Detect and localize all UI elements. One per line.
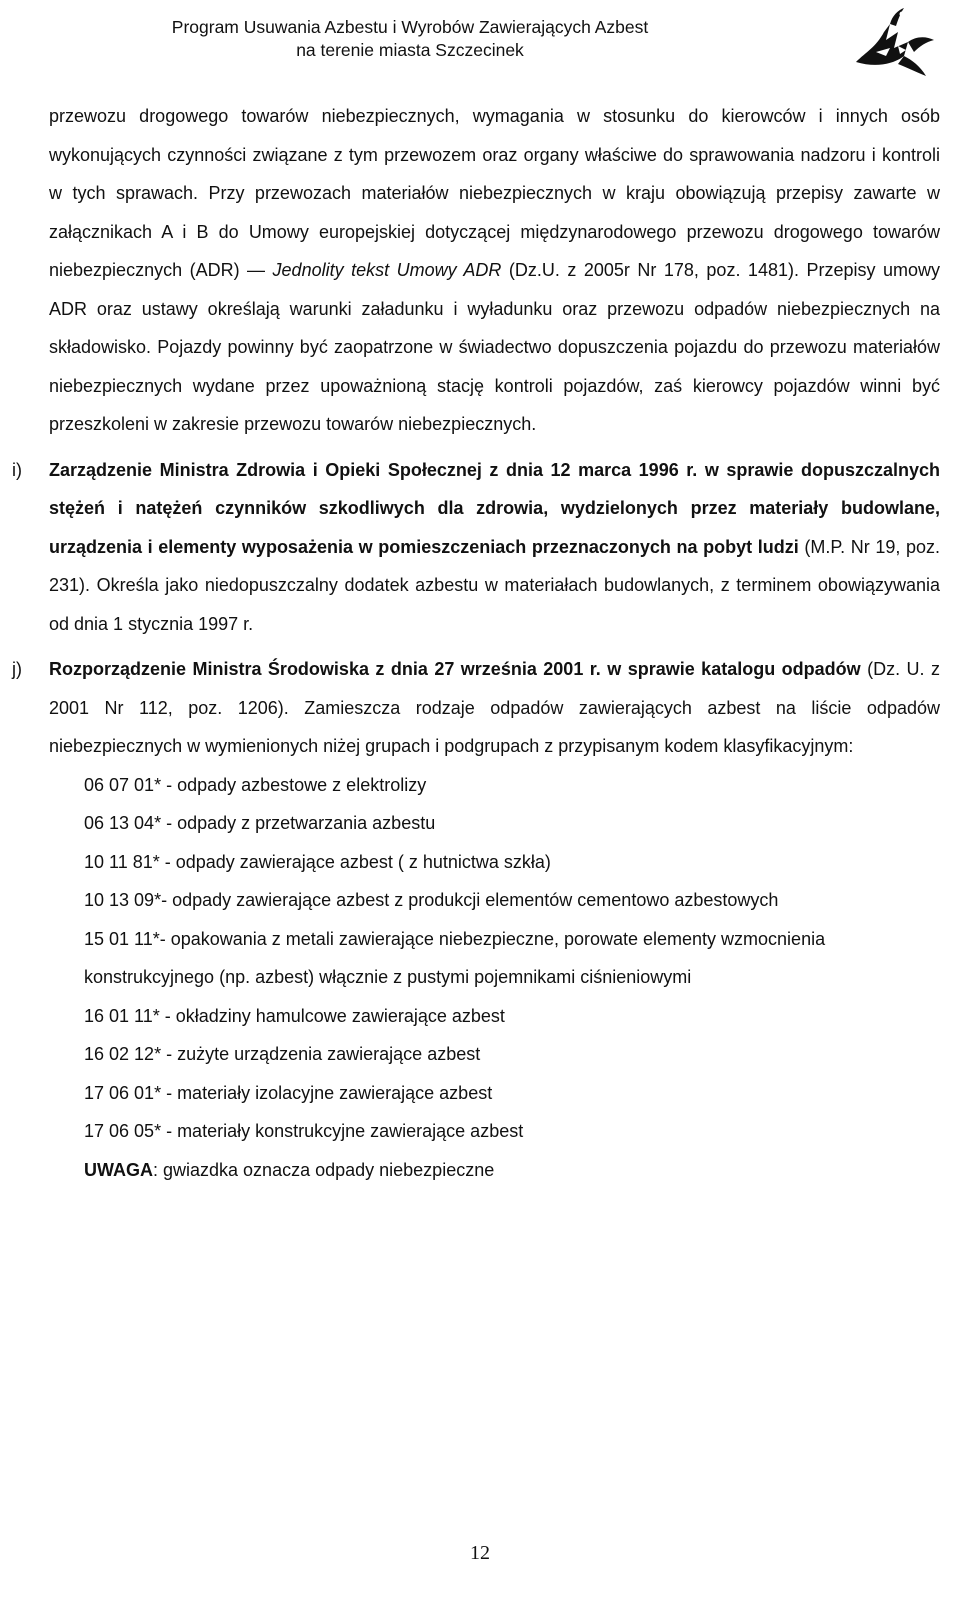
item-i-marker: i)	[12, 459, 22, 480]
item-i-act-title: Zarządzenie Ministra Zdrowia i Opieki Społecznej z dnia 12 marca 1996 r. w sprawie dopuszczalnych stężeń i natężeń czynników szkodliwych dla zdrowia, wydzielonych przez materiały budowlane, urządzenia i elementy wyposażenia w pomieszczeniach przeznaczonych na pobyt ludzi	[49, 459, 940, 557]
waste-code-item: 06 07 01* - odpady azbestowe z elektrolizy	[84, 774, 427, 795]
header-title-line-2: na terenie miasta Szczecinek	[296, 40, 524, 60]
waste-code-item: 17 06 01* - materiały izolacyjne zawierające azbest	[84, 1082, 493, 1103]
item-i	[12, 451, 941, 644]
item-j-text: (Dz. U. z 2001 Nr 112, poz. 1206). Zamieszcza rodzaje odpadów zawierających azbest na liście odpadów niebezpiecznych w wymienionych niżej grupach i podgrupach z przypisanym kodem klasyfikacyjnym:	[49, 659, 940, 756]
item-i-text: (M.P. Nr 19, poz. 231). Określa jako niedopuszczalny dodatek azbestu w materiałach budowlanych, z terminem obowiązywania od dnia 1 stycznia 1997 r.	[49, 536, 941, 634]
page-header	[0, 0, 960, 78]
item-j-marker: j)	[12, 659, 22, 679]
note-text: : gwiazdka oznacza odpady niebezpieczne	[153, 1159, 495, 1180]
intro-paragraph	[49, 97, 940, 444]
intro-text-1: przewozu drogowego towarów niebezpiecznych, wymagania w stosunku do kierowców i innych osób wykonujących czynności związane z tym przewozem oraz organy właściwe do sprawowania nadzoru i kontroli w tych sprawach. Przy przewozach materiałów niebezpiecznych w kraju obowiązują przepisy zawarte w załącznikach A i B do Umowy europejskiej dotyczącej międzynarodowego przewozu drogowego towarów niebezpiecznych (ADR) —	[49, 106, 940, 280]
item-i-paragraph	[49, 451, 940, 644]
intro-italic-title: Jednolity tekst Umowy ADR	[272, 260, 502, 280]
page-number: 12	[470, 1542, 490, 1564]
program-logo-icon	[846, 2, 954, 82]
item-j-act-title: Rozporządzenie Ministra Środowiska z dnia 27 września 2001 r. w sprawie katalogu odpadów	[49, 659, 861, 679]
item-j	[12, 650, 940, 766]
waste-code-item: 17 06 05* - materiały konstrukcyjne zawierające azbest	[84, 1121, 524, 1141]
waste-code-item: 10 13 09*- odpady zawierające azbest z produkcji elementów cementowo azbestowych	[84, 890, 779, 910]
waste-code-item: 06 13 04* - odpady z przetwarzania azbestu	[84, 813, 436, 833]
waste-code-item: 10 11 81* - odpady zawierające azbest ( z hutnictwa szkła)	[84, 851, 551, 872]
header-title-line-1: Program Usuwania Azbestu i Wyrobów Zawierających Azbest	[171, 17, 649, 37]
item-j-paragraph	[49, 650, 940, 766]
waste-code-list	[84, 766, 940, 1151]
waste-code-item: 16 01 11* - okładziny hamulcowe zawierające azbest	[84, 1005, 505, 1026]
note-line	[84, 1151, 940, 1190]
waste-code-item: 16 02 12* - zużyte urządzenia zawierające azbest	[84, 1044, 481, 1064]
intro-text-2: (Dz.U. z 2005r Nr 178, poz. 1481). Przepisy umowy ADR oraz ustawy określają warunki załadunku i wyładunku oraz przewozu odpadów niebezpiecznych na składowisko. Pojazdy powinny być zaopatrzone w świadectwo dopuszczenia pojazdu do przewozu materiałów niebezpiecznych wydane przez upoważnioną stację kontroli pojazdów, zaś kierowcy pojazdów winni być przeszkoleni w zakresie przewozu towarów niebezpiecznych.	[49, 260, 940, 434]
waste-code-item: 15 01 11*- opakowania z metali zawierające niebezpieczne, porowate elementy wzmocnienia konstrukcyjnego (np. azbest) włącznie z pustymi pojemnikami ciśnieniowymi	[84, 928, 826, 987]
note-label: UWAGA	[84, 1159, 153, 1180]
document-body	[12, 97, 941, 1189]
